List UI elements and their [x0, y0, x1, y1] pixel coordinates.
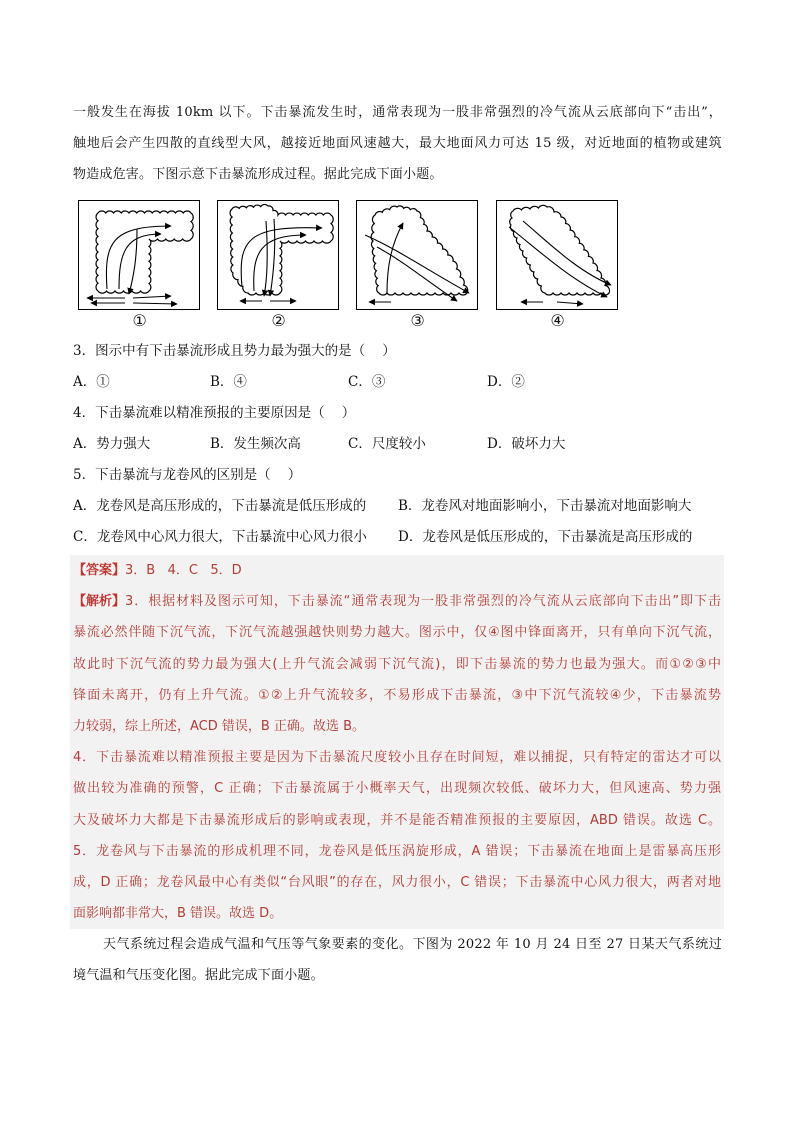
- analysis-line: 暴流必然伴随下沉气流，下沉气流越强越快则势力越大。图示中，仅④图中锋面离开，只有单向下沉气流，: [73, 625, 721, 641]
- option-d: D．龙卷风是低压形成的，下击暴流是高压形成的: [398, 529, 693, 545]
- question-4-options: [73, 429, 722, 460]
- figure-panel-4: [496, 200, 618, 310]
- option-d: D．破坏力大: [487, 436, 566, 452]
- analysis-line: 大及破坏力大都是下击暴流形成后的影响或表现，并不是能否精准预报的主要原因，ABD 错误。故选 C。: [73, 812, 721, 828]
- outflow-arrow: [557, 302, 583, 304]
- outflow-arrow: [133, 296, 171, 298]
- option-a: A．龙卷风是高压形成的，下击暴流是低压形成的: [73, 498, 367, 514]
- cloud-outline: [230, 204, 333, 295]
- figure-panel-2: [217, 200, 339, 310]
- answer-tag: 【答案】: [73, 563, 126, 578]
- answer-text: 3．B 4．C 5．D: [125, 563, 242, 578]
- cloud-outline: [371, 206, 468, 295]
- next-line: 境气温和气压变化图。据此完成下面小题。: [73, 968, 324, 984]
- figure-panel-3: [356, 200, 478, 310]
- panel-2-diagram: [218, 201, 338, 309]
- analysis-line: 4．下击暴流难以精准预报主要是因为下击暴流尺度较小且存在时间短，难以捕捉，只有特定的雷达才可以: [73, 750, 721, 766]
- option-b: B．④: [210, 374, 247, 390]
- option-c: C．尺度较小: [348, 436, 426, 452]
- panel-1-label: ①: [132, 311, 147, 330]
- question-5-options-row-1: [73, 491, 722, 522]
- question-5-options-row-2: [73, 522, 722, 553]
- analysis-text: 3．根据材料及图示可知，下击暴流“通常表现为一股非常强烈的冷气流从云底部向下击出”即下击: [125, 594, 721, 610]
- question-3-stem: 3．图示中有下击暴流形成且势力最为强大的是（ ）: [73, 343, 396, 359]
- intro-line: 物造成危害。下图示意下击暴流形成过程。据此完成下面小题。: [73, 167, 443, 183]
- analysis-line: 做出较为准确的预警，C 正确；下击暴流属于小概率天气，出现频次较低、破坏力大，但风速高、势力强: [73, 781, 721, 797]
- analysis-line: 面影响都非常大，B 错误。故选 D。: [73, 906, 283, 922]
- answer-line: [73, 555, 721, 586]
- option-b: B．龙卷风对地面影响小，下击暴流对地面影响大: [398, 498, 692, 514]
- analysis-line: 力较弱，综上所述，ACD 错误，B 正确。故选 B。: [73, 718, 365, 734]
- next-material-paragraph: [73, 929, 722, 991]
- intro-paragraph: [73, 97, 722, 191]
- panel-1-diagram: [79, 201, 199, 309]
- analysis-line: 5．龙卷风与下击暴流的形成机理不同，龙卷风是低压涡旋形成，A 错误；下击暴流在地面上是雷暴高压形: [73, 843, 721, 859]
- panel-2-label: ②: [271, 311, 286, 330]
- option-d: D．②: [487, 374, 525, 390]
- answer-analysis-box: [70, 555, 724, 929]
- outflow-arrow: [133, 303, 177, 304]
- option-a: A．势力强大: [73, 436, 151, 452]
- panel-4-diagram: [497, 201, 617, 309]
- analysis-line: 故此时下沉气流的势力最为强大(上升气流会减弱下沉气流)，即下击暴流的势力也最为强大。而①②③中: [73, 656, 721, 672]
- intro-line: 一般发生在海拔 10km 以下。下击暴流发生时，通常表现为一股非常强烈的冷气流从云底部向下“击出”，: [73, 105, 722, 120]
- panel-3-label: ③: [410, 311, 425, 330]
- option-c: C．龙卷风中心风力很大，下击暴流中心风力很小: [73, 529, 367, 545]
- cloud-outline: [510, 205, 610, 295]
- analysis-line: 锋面未离开，仍有上升气流。①②上升气流较多，不易形成下击暴流，③中下沉气流较④少，下击暴流势: [73, 687, 721, 703]
- question-5-stem: 5．下击暴流与龙卷风的区别是（ ）: [73, 467, 302, 483]
- option-a: A．①: [73, 374, 110, 390]
- panel-3-diagram: [357, 201, 477, 309]
- option-c: C．③: [348, 374, 386, 390]
- question-3-options: [73, 367, 722, 398]
- analysis-tag: 【解析】: [73, 594, 126, 610]
- downburst-formation-figure: [73, 200, 722, 332]
- analysis-line: 成，D 正确；龙卷风最中心有类似“台风眼”的存在，风力很小，C 错误；下击暴流中心风力很大，两者对地: [73, 874, 721, 890]
- intro-line: 触地后会产生四散的直线型大风，越接近地面风速越大，最大地面风力可达 15 级，对近地面的植物或建筑: [73, 136, 722, 152]
- figure-panel-1: [78, 200, 200, 310]
- option-b: B．发生频次高: [210, 436, 301, 452]
- next-line: 天气系统过程会造成气温和气压等气象要素的变化。下图为 2022 年 10 月 24 日至 27 日某天气系统过: [103, 937, 722, 952]
- analysis-line: [73, 586, 721, 617]
- cloud-outline: [96, 211, 193, 293]
- question-4-stem: 4．下击暴流难以精准预报的主要原因是（ ）: [73, 405, 356, 421]
- panel-4-label: ④: [550, 311, 565, 330]
- questions: [73, 336, 722, 553]
